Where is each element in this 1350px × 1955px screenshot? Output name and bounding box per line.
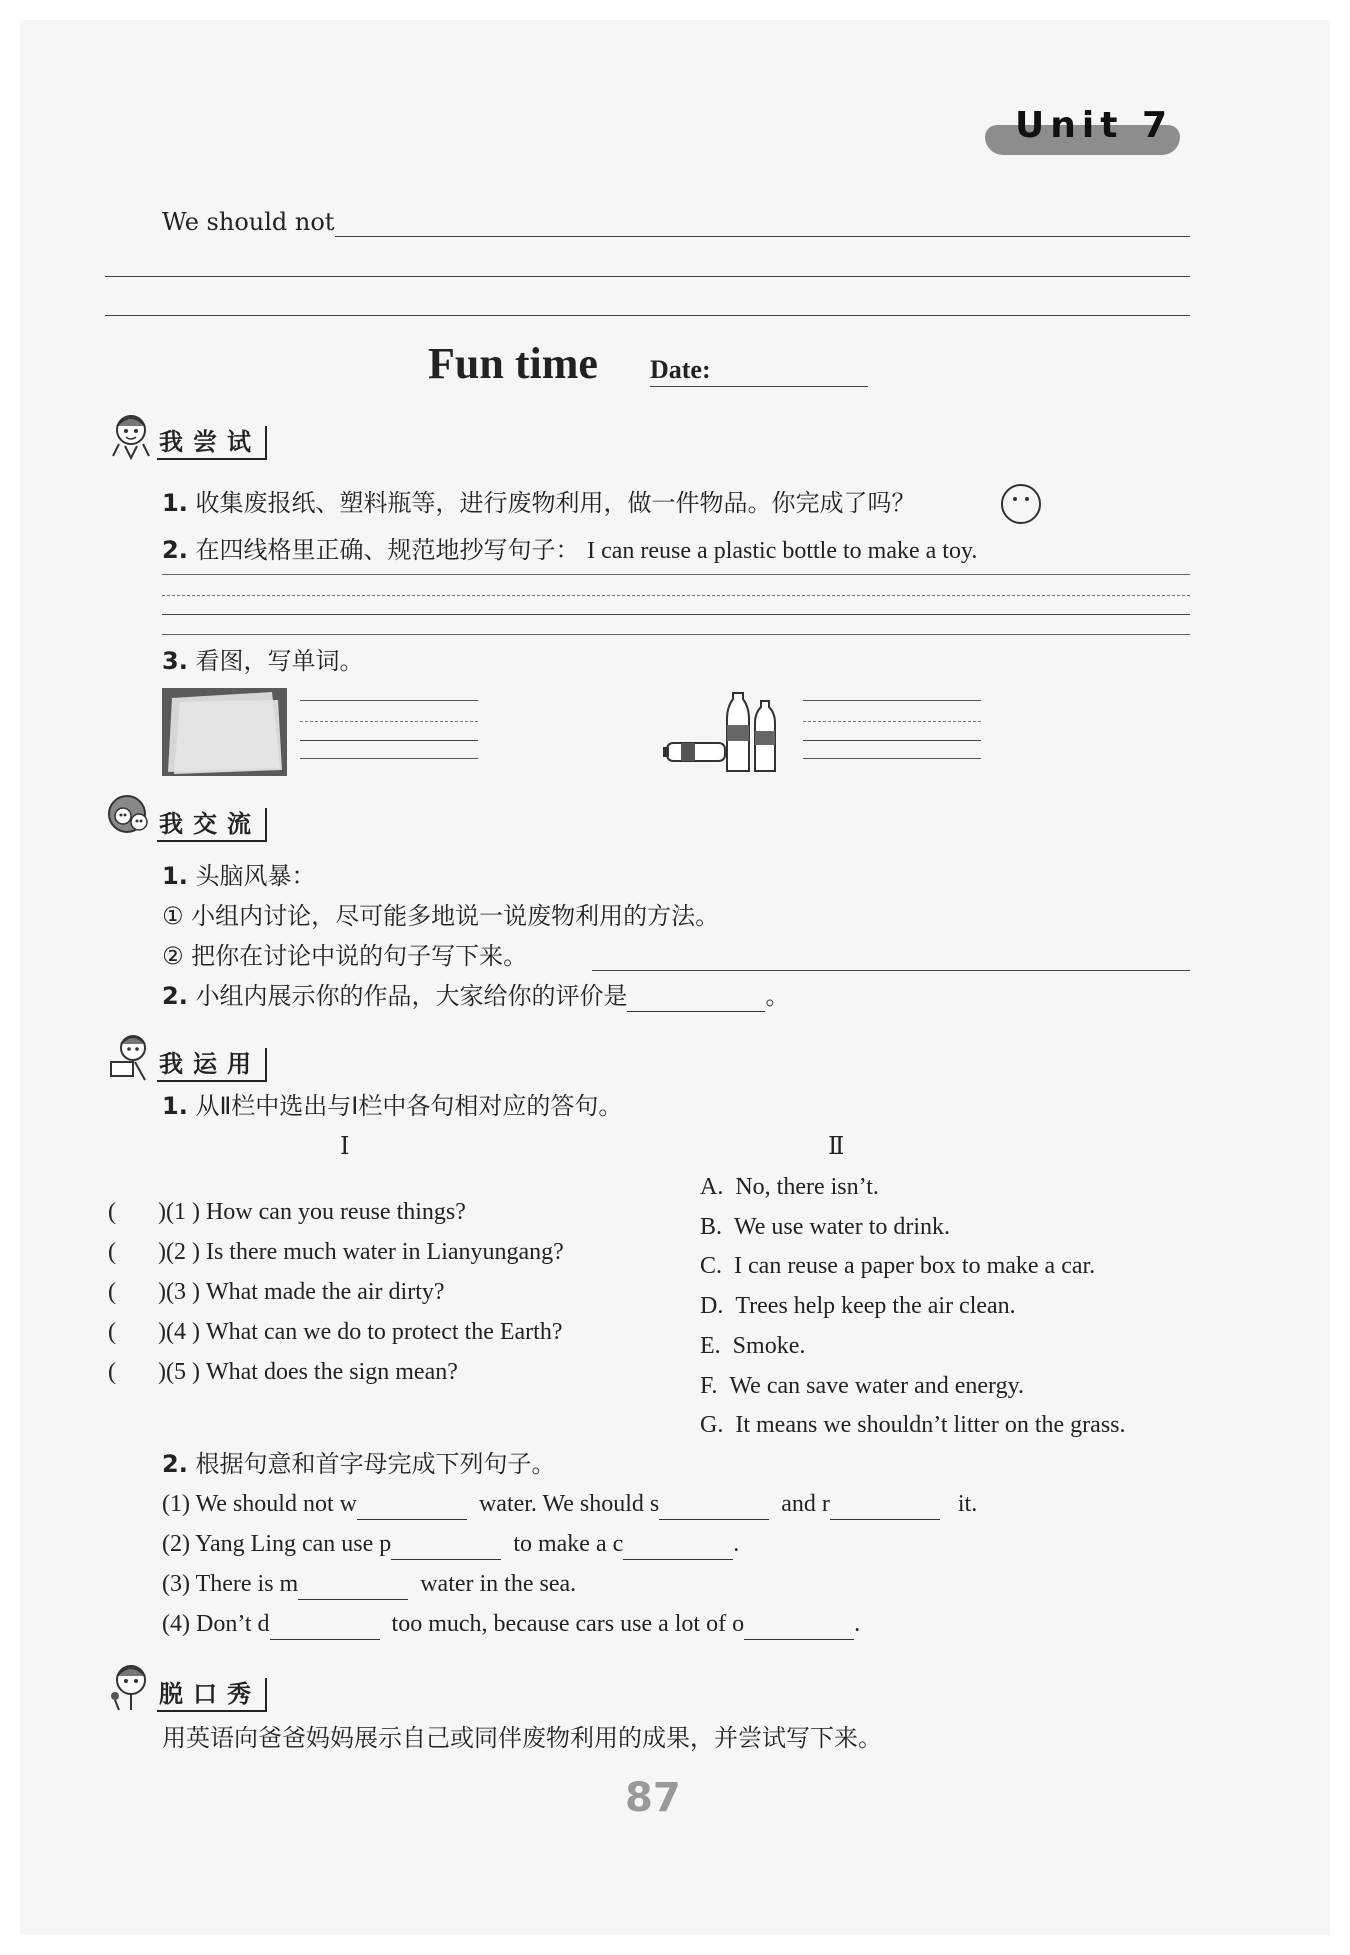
- sentence-part: too much, because cars use a lot of o: [391, 1611, 745, 1637]
- four-line-grid-baseline-1[interactable]: [162, 614, 1190, 615]
- question-text: 根据句意和首字母完成下列句子。: [195, 1450, 556, 1478]
- talk-show-instruction: 用英语向爸爸妈妈展示自己或同伴废物利用的成果，并尝试写下来。: [162, 1724, 882, 1752]
- matching-item: [108, 1312, 564, 1352]
- sentence-part: it.: [957, 1491, 978, 1517]
- question-number: 1.: [162, 862, 188, 890]
- section-label-talk-show: 脱口秀: [157, 1678, 267, 1712]
- item-number: (1 ): [165, 1199, 200, 1225]
- word-line-dashed[interactable]: [803, 721, 981, 722]
- item-text: What can we do to protect the Earth?: [205, 1319, 563, 1345]
- section-head-apply: [105, 1030, 267, 1082]
- column-ii-header: Ⅱ: [828, 1132, 845, 1160]
- sentence-part: water. We should s: [478, 1491, 660, 1517]
- four-line-grid-top[interactable]: [162, 574, 1190, 575]
- fun-time-title: Fun time: [428, 339, 598, 388]
- section-head-communicate: [105, 790, 267, 842]
- period: .: [733, 1531, 740, 1557]
- blank-s[interactable]: [659, 1493, 769, 1520]
- option-text: We use water to drink.: [734, 1213, 951, 1240]
- question-text: 看图，写单词。: [195, 647, 364, 675]
- matching-right-column: [700, 1168, 1126, 1446]
- question-text: 收集废报纸、塑料瓶等，进行废物利用，做一件物品。你完成了吗？: [195, 489, 916, 517]
- sentence-part: water in the sea.: [420, 1571, 577, 1597]
- item-number: (3 ): [165, 1279, 200, 1305]
- answer-option: [700, 1287, 1126, 1327]
- sentence-part: and r: [781, 1491, 830, 1517]
- word-line-dashed[interactable]: [300, 721, 478, 722]
- answer-option: [700, 1406, 1126, 1446]
- top-prompt: We should not: [162, 208, 335, 236]
- try-q1: [162, 487, 915, 519]
- sentence-part: Yang Ling can use p: [195, 1531, 392, 1557]
- section-label-apply: 我运用: [157, 1048, 267, 1082]
- four-line-grid-bottom[interactable]: [162, 634, 1190, 635]
- blank-o[interactable]: [744, 1613, 854, 1640]
- section-label-try: 我尝试: [157, 426, 267, 460]
- answer-bracket[interactable]: ( ): [108, 1239, 166, 1265]
- sentence-number: (2): [162, 1531, 190, 1557]
- answer-line[interactable]: [335, 236, 1190, 237]
- option-text: Smoke.: [732, 1332, 806, 1359]
- sentence-part: Don’t d: [195, 1611, 270, 1637]
- fill-sentence-3: [162, 1568, 576, 1600]
- answer-bracket[interactable]: ( ): [108, 1279, 166, 1305]
- option-text: We can save water and energy.: [729, 1372, 1025, 1399]
- sentence-part: We should not w: [195, 1491, 357, 1517]
- blank-d[interactable]: [270, 1613, 380, 1640]
- option-text: No, there isn’t.: [735, 1174, 879, 1200]
- blank-c[interactable]: [623, 1533, 733, 1560]
- blank-r[interactable]: [830, 1493, 940, 1520]
- matching-left-column: [108, 1192, 564, 1392]
- sentence-part: to make a c: [513, 1531, 624, 1557]
- question-text: 小组内展示你的作品，大家给你的评价是: [195, 982, 628, 1010]
- section-head-try: [105, 408, 267, 460]
- matching-item: [108, 1192, 564, 1232]
- communicate-q1: [162, 860, 315, 892]
- option-key: A.: [700, 1174, 724, 1200]
- girl-with-book-mascot-icon: [105, 1030, 157, 1082]
- question-text: 在四线格里正确、规范地抄写句子：: [195, 536, 580, 564]
- sentence-number: (4): [162, 1611, 190, 1637]
- waste-paper-picture: [162, 688, 287, 776]
- answer-option: [700, 1367, 1126, 1407]
- matching-item: [108, 1272, 564, 1312]
- question-number: 1.: [162, 1092, 188, 1120]
- answer-option: [700, 1208, 1126, 1248]
- apply-q1: [162, 1090, 622, 1122]
- item-text: Is there much water in Lianyungang?: [205, 1239, 564, 1265]
- option-key: C.: [700, 1253, 723, 1280]
- communicate-q1b: ② 把你在讨论中说的句子写下来。: [162, 942, 528, 970]
- fill-sentence-2: [162, 1528, 739, 1560]
- girl-with-microphone-mascot-icon: [105, 1660, 157, 1712]
- sentence-number: (3): [162, 1571, 190, 1597]
- model-sentence: I can reuse a plastic bottle to make a toy.: [587, 538, 978, 564]
- question-text: 从Ⅱ栏中选出与Ⅰ栏中各句相对应的答句。: [195, 1092, 623, 1120]
- answer-bracket[interactable]: ( ): [108, 1319, 166, 1345]
- option-text: Trees help keep the air clean.: [735, 1293, 1016, 1320]
- word-line[interactable]: [300, 740, 478, 741]
- item-number: (5 ): [165, 1359, 200, 1385]
- blank-p[interactable]: [391, 1533, 501, 1560]
- option-key: E.: [700, 1332, 721, 1359]
- option-key: F.: [700, 1372, 718, 1399]
- word-line[interactable]: [803, 700, 981, 701]
- smiley-face-icon[interactable]: [1000, 483, 1042, 525]
- unit-label: Unit 7: [1015, 105, 1173, 146]
- answer-bracket[interactable]: ( ): [108, 1359, 166, 1385]
- word-line[interactable]: [300, 700, 478, 701]
- question-number: 3.: [162, 647, 188, 675]
- question-text: 头脑风暴：: [195, 862, 316, 890]
- question-number: 2.: [162, 982, 188, 1010]
- question-number: 2.: [162, 1450, 188, 1478]
- try-q2: [162, 534, 977, 567]
- two-kids-mascot-icon: [105, 790, 157, 842]
- period: 。: [765, 982, 790, 1010]
- answer-line[interactable]: [105, 315, 1190, 316]
- communicate-q1a: ① 小组内讨论，尽可能多地说一说废物利用的方法。: [162, 902, 720, 930]
- date-line[interactable]: [650, 386, 868, 387]
- matching-item: [108, 1352, 564, 1392]
- date-label: Date:: [650, 355, 711, 384]
- try-q3: [162, 645, 363, 677]
- option-text: It means we shouldn’t litter on the grass.: [735, 1412, 1126, 1439]
- answer-line[interactable]: [105, 276, 1190, 277]
- word-line[interactable]: [300, 758, 478, 759]
- item-text: What does the sign mean?: [205, 1359, 458, 1385]
- four-line-grid-dashed[interactable]: [162, 595, 1190, 596]
- item-number: (4 ): [165, 1319, 200, 1345]
- blank-m[interactable]: [298, 1573, 408, 1600]
- girl-mascot-icon: [105, 408, 157, 460]
- answer-bracket[interactable]: ( ): [108, 1199, 166, 1225]
- apply-q2: [162, 1448, 555, 1480]
- item-text: What made the air dirty?: [205, 1279, 445, 1305]
- unit-badge: [985, 105, 1185, 157]
- matching-item: [108, 1232, 564, 1272]
- page-number: 87: [625, 1775, 681, 1821]
- option-text: I can reuse a paper box to make a car.: [734, 1253, 1096, 1280]
- section-head-talk-show: [105, 1660, 267, 1712]
- section-label-communicate: 我交流: [157, 808, 267, 842]
- word-line[interactable]: [803, 740, 981, 741]
- evaluation-blank[interactable]: [627, 985, 765, 1012]
- question-number: 1.: [162, 489, 188, 517]
- communicate-q2: [162, 980, 789, 1012]
- sentence-number: (1): [162, 1491, 190, 1517]
- option-key: D.: [700, 1293, 724, 1320]
- item-number: (2 ): [165, 1239, 200, 1265]
- period: .: [854, 1611, 861, 1637]
- item-text: How can you reuse things?: [205, 1199, 466, 1225]
- question-number: 2.: [162, 536, 188, 564]
- answer-option: [700, 1327, 1126, 1367]
- option-key: B.: [700, 1213, 723, 1240]
- paper-sheets-icon: [162, 688, 287, 776]
- blank-w[interactable]: [357, 1493, 467, 1520]
- plastic-bottles-picture: [663, 685, 788, 777]
- answer-line[interactable]: [592, 970, 1190, 971]
- fill-sentence-1: [162, 1488, 977, 1520]
- word-line[interactable]: [803, 758, 981, 759]
- worksheet-page: [20, 20, 1330, 1935]
- fill-sentence-4: [162, 1608, 860, 1640]
- answer-option: [700, 1247, 1126, 1287]
- sentence-part: There is m: [195, 1571, 299, 1597]
- column-i-header: Ⅰ: [340, 1132, 350, 1160]
- answer-option: [700, 1168, 1126, 1208]
- option-key: G.: [700, 1412, 724, 1439]
